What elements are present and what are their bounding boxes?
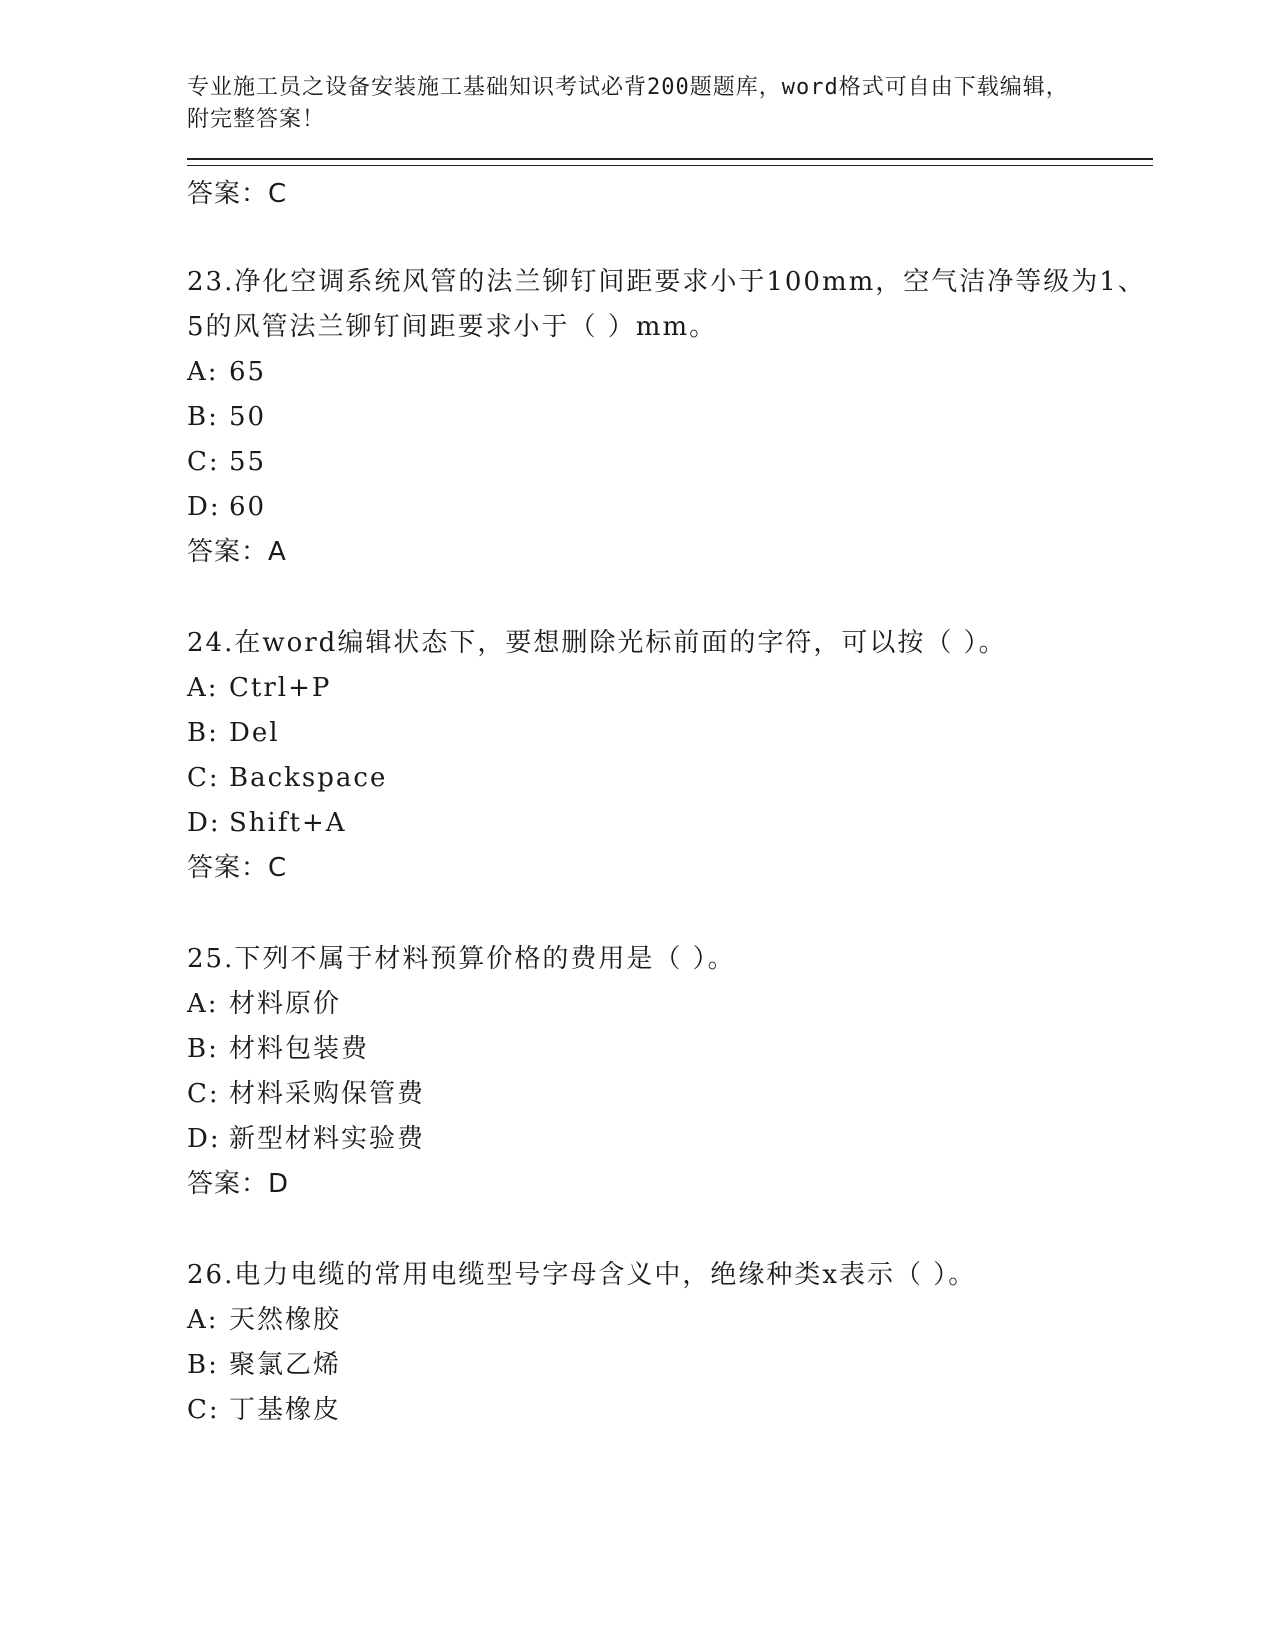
option-c: C: 55 (187, 447, 267, 477)
option-b: B: 50 (187, 402, 267, 432)
option-b: B: 聚氯乙烯 (187, 1350, 342, 1380)
option-a: A: 材料原价 (187, 989, 342, 1019)
option-d: D: Shift+A (187, 808, 347, 838)
question-text: 23.净化空调系统风管的法兰铆钉间距要求小于100mm，空气洁净等级为1、5的风管法兰铆钉间距要求小于（ ）mm。 (187, 267, 1146, 342)
option-b: B: Del (187, 718, 280, 748)
option-a: A: Ctrl+P (187, 673, 332, 703)
option-c: C: 材料采购保管费 (187, 1079, 426, 1109)
question-answer: 答案：D (187, 1169, 290, 1199)
header-divider (187, 158, 1153, 166)
option-d: D: 新型材料实验费 (187, 1124, 426, 1154)
question-25 (187, 937, 1153, 1207)
document-page (187, 72, 1153, 1433)
question-26 (187, 1253, 1153, 1433)
question-24 (187, 621, 1153, 891)
question-answer: 答案：A (187, 537, 287, 567)
option-a: A: 65 (187, 357, 267, 387)
option-b: B: 材料包装费 (187, 1034, 370, 1064)
question-answer: 答案：C (187, 853, 288, 883)
option-d: D: 60 (187, 492, 267, 522)
question-23 (187, 260, 1153, 575)
question-text: 25.下列不属于材料预算价格的费用是（ ）。 (187, 944, 736, 974)
document-header-title: 专业施工员之设备安装施工基础知识考试必背200题题库，word格式可自由下载编辑，附完整答案！ (187, 75, 1069, 132)
question-text: 26.电力电缆的常用电缆型号字母含义中，绝缘种类x表示（ ）。 (187, 1260, 977, 1290)
option-c: C: Backspace (187, 763, 388, 793)
question-text: 24.在word编辑状态下，要想删除光标前面的字符，可以按（ ）。 (187, 628, 1007, 658)
option-a: A: 天然橡胶 (187, 1305, 342, 1335)
option-c: C: 丁基橡皮 (187, 1395, 342, 1425)
previous-question-answer: 答案：C (187, 179, 288, 209)
